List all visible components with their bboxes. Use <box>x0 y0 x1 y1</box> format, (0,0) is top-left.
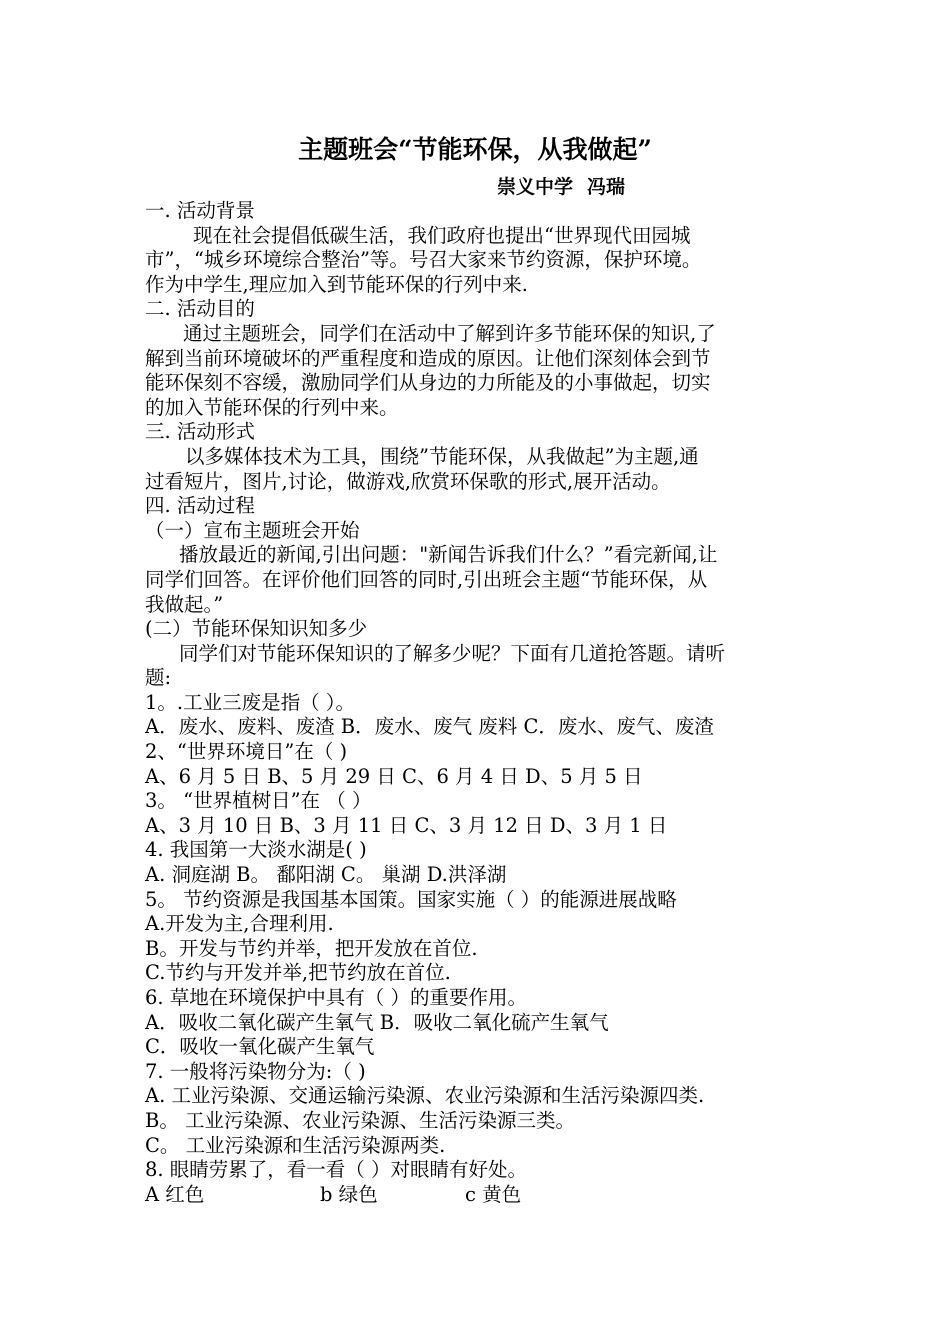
question-1-options: A．废水、废料、废渣 B．废水、废气 废料 C．废水、废气、废渣 <box>145 715 714 739</box>
paragraph-line: 现在社会提倡低碳生活，我们政府也提出“世界现代田园城 <box>193 223 691 247</box>
question-5-option-a: A.开发为主,合理利用. <box>145 912 334 936</box>
paragraph-line: 题: <box>145 666 172 690</box>
paragraph-line: 通过主题班会，同学们在活动中了解到许多节能环保的知识,了 <box>183 321 716 345</box>
question-5-option-c: C.节约与开发并举,把节约放在首位. <box>145 961 451 985</box>
section-heading-purpose: 二. 活动目的 <box>145 297 255 321</box>
question-8-option-a: A 红色 <box>145 1182 205 1206</box>
paragraph-line: 作为中学生,理应加入到节能环保的行列中来. <box>145 272 528 296</box>
question-6-option-c: C．吸收一氧化碳产生氧气 <box>145 1035 375 1059</box>
paragraph-line: 解到当前环境破坏的严重程度和造成的原因。让他们深刻体会到节 <box>145 346 711 370</box>
paragraph-line: 以多媒体技术为工具，围绕”节能环保，从我做起”为主题,通 <box>185 444 699 468</box>
paragraph-line: 同学们对节能环保知识的了解多少呢？下面有几道抢答题。请听 <box>179 641 726 665</box>
question-5: 5。 节约资源是我国基本国策。国家实施（ ）的能源进展战略 <box>145 887 677 911</box>
paragraph-line: 我做起。” <box>145 592 224 616</box>
author-name: 冯瑞 <box>587 176 626 198</box>
paragraph-line: 过看短片，图片,讨论，做游戏,欣赏环保歌的形式,展开活动。 <box>145 469 671 493</box>
paragraph-line: 的加入节能环保的行列中来。 <box>145 395 399 419</box>
section-heading-process: 四. 活动过程 <box>145 494 255 518</box>
question-2-options: A、6 月 5 日 B、5 月 29 日 C、6 月 4 日 D、5 月 5 日 <box>145 764 643 788</box>
author-line <box>497 174 625 200</box>
question-8-option-c: c 黄色 <box>465 1182 522 1206</box>
question-4-options: A. 洞庭湖 B。 鄱阳湖 C。 巢湖 D.洪泽湖 <box>145 863 507 887</box>
question-7-option-a: A. 工业污染源、交通运输污染源、农业污染源和生活污染源四类. <box>145 1084 705 1108</box>
question-7: 7. 一般将污染物分为:（ ) <box>145 1059 366 1083</box>
school-name: 崇义中学 <box>497 176 574 198</box>
question-3: 3。 “世界植树日”在 （ ） <box>145 789 372 813</box>
question-8-options <box>145 1183 817 1208</box>
question-6: 6. 草地在环境保护中具有（ ）的重要作用。 <box>145 986 528 1009</box>
paragraph-line: 市”，“城乡环境综合整治”等。号召大家来节约资源，保护环境。 <box>145 248 702 272</box>
document-title: 主题班会“节能环保，从我做起” <box>298 135 652 164</box>
question-7-option-b: B。 工业污染源、农业污染源、生活污染源三类。 <box>145 1108 576 1132</box>
section-heading-format: 三. 活动形式 <box>145 420 255 444</box>
question-4: 4. 我国第一大淡水湖是( ) <box>145 838 367 862</box>
question-3-options: A、3 月 10 日 B、3 月 11 日 C、3 月 12 日 D、3 月 1 日 <box>145 813 668 837</box>
section-heading-background: 一. 活动背景 <box>145 199 255 222</box>
paragraph-line: 播放最近的新闻,引出问题："新闻告诉我们什么？”看完新闻,让 <box>179 543 718 567</box>
question-8: 8. 眼睛劳累了，看一看（ ）对眼睛有好处。 <box>145 1158 528 1182</box>
question-6-options-ab: A．吸收二氧化碳产生氧气 B．吸收二氧化硫产生氧气 <box>145 1010 609 1034</box>
subsection-heading: (二）节能环保知识知多少 <box>145 617 368 641</box>
paragraph-line: 同学们回答。在评价他们回答的同时,引出班会主题“节能环保，从 <box>145 567 708 591</box>
question-2: 2、“世界环境日”在（ ) <box>145 740 348 764</box>
subsection-heading: （一）宣布主题班会开始 <box>145 518 360 542</box>
question-1: 1。.工业三废是指（ ）。 <box>145 690 356 714</box>
question-5-option-b: B。开发与节约并举，把开发放在首位. <box>145 936 478 960</box>
paragraph-line: 能环保刻不容缓，激励同学们从身边的力所能及的小事做起，切实 <box>145 371 711 395</box>
question-8-option-b: b 绿色 <box>320 1182 378 1206</box>
document-body <box>145 199 817 1207</box>
question-7-option-c: C。 工业污染源和生活污染源两类. <box>145 1133 446 1157</box>
